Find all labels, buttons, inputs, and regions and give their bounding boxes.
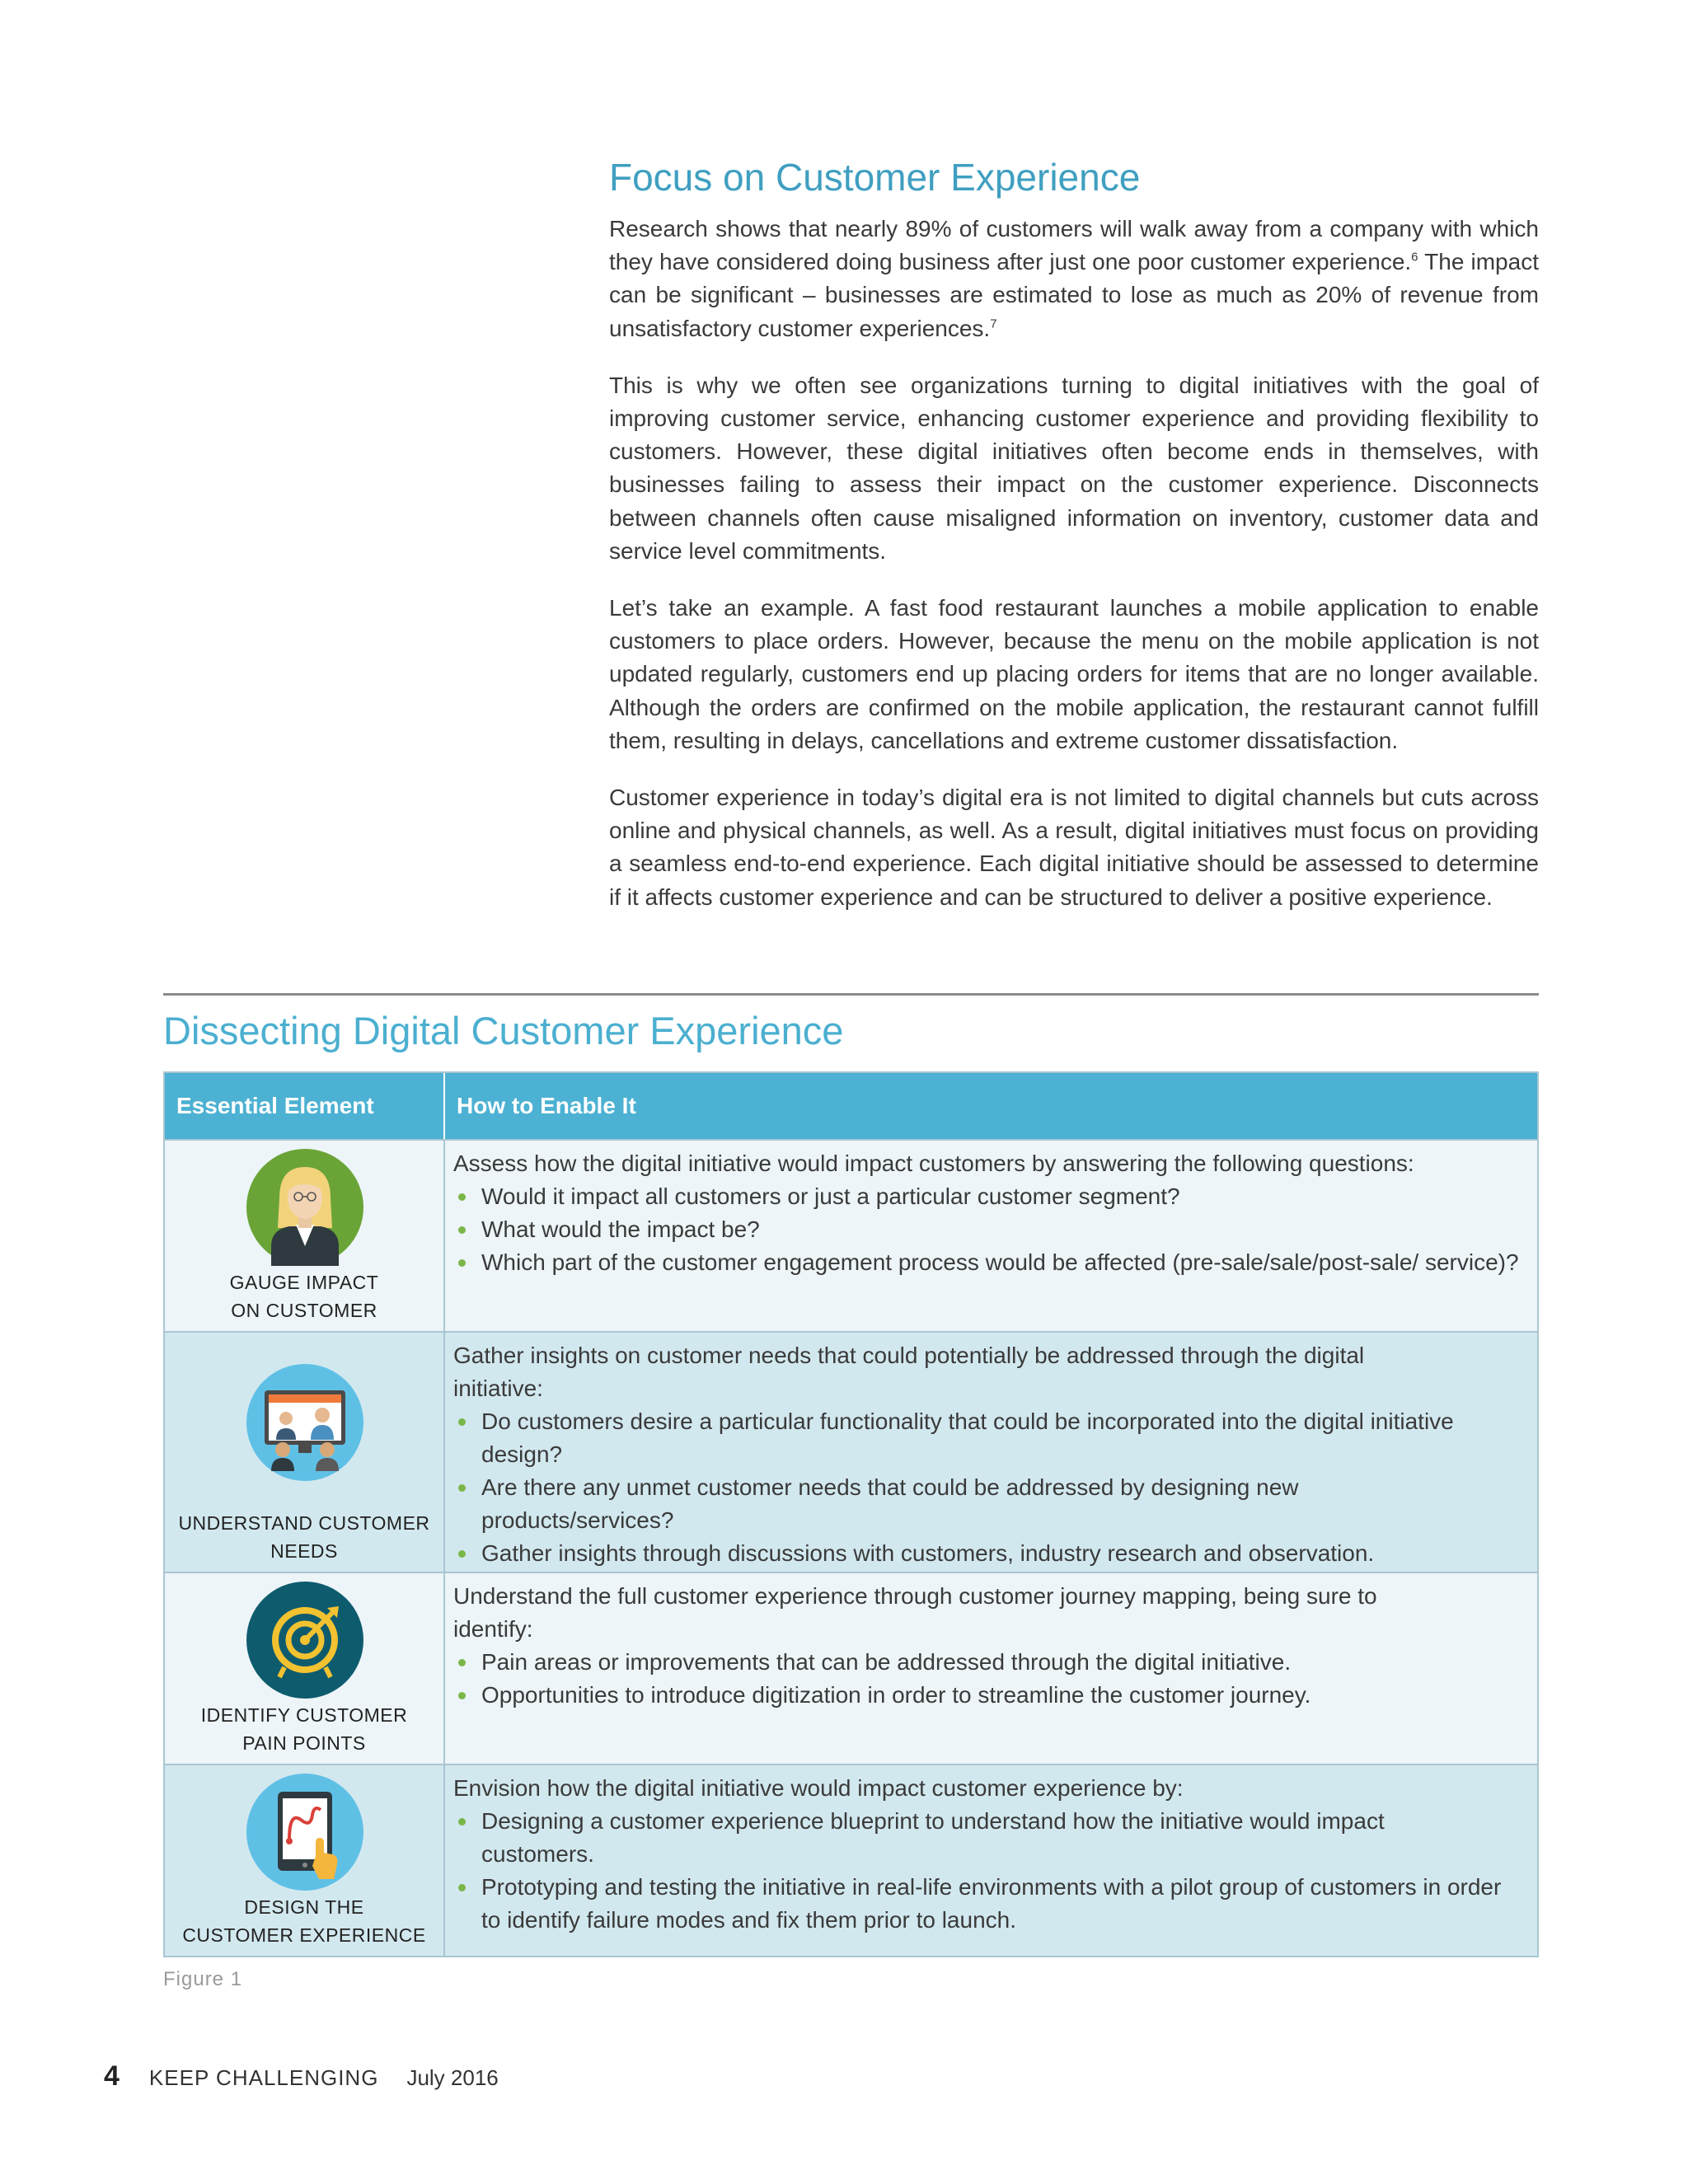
element-label: [165, 1893, 443, 1949]
list-item: Pain areas or improvements that can be addressed through the digital initiative.: [453, 1646, 1524, 1679]
tablet-touch-icon: [246, 1774, 363, 1891]
enable-intro: Assess how the digital initiative would impact customers by answering the following questions:: [453, 1151, 1414, 1176]
essential-elements-table: [163, 1071, 1539, 1957]
article-paragraph-3: Let’s take an example. A fast food restaurant launches a mobile application to enable customers to place orders. However, because the menu on the mobile application is not updated regularly, customers end up placing orders for items that are no longer available. Although the orders are confirmed on the mobile application, the restaurant cannot fulfill them, resulting in delays, cancellations and extreme customer dissatisfaction.: [609, 595, 1539, 753]
list-item: Designing a customer experience blueprint to understand how the initiative would impact customers.: [453, 1805, 1437, 1871]
list-item: Do customers desire a particular functionality that could be incorporated into the digital initiative design?: [453, 1405, 1470, 1471]
element-label: [165, 1268, 443, 1324]
element-label-line2: ON CUSTOMER: [231, 1300, 377, 1321]
article-paragraph-4: Customer experience in today’s digital era is not limited to digital channels but cuts across online and physical channels, as well. As a result, digital initiatives must focus on providing a seamless end-to-end experience. Each digital initiative should be assessed to determine if it affects customer experience and can be structured to deliver a positive experience.: [609, 785, 1539, 910]
element-label: [165, 1509, 443, 1565]
video-conference-icon: [246, 1364, 363, 1481]
section-divider: [163, 993, 1539, 996]
element-cell: [165, 1765, 445, 1956]
element-cell: [165, 1333, 445, 1572]
header-how-to-enable: How to Enable It: [457, 1093, 636, 1118]
header-essential-element: Essential Element: [165, 1073, 445, 1139]
enable-intro: Envision how the digital initiative would impact customer experience by:: [453, 1775, 1184, 1801]
list-item: Gather insights through discussions with customers, industry research and observation.: [453, 1537, 1524, 1570]
element-label-line1: GAUGE IMPACT: [229, 1272, 379, 1293]
enable-bullets: [453, 1646, 1524, 1712]
list-item: Opportunities to introduce digitization in order to streamline the customer journey.: [453, 1679, 1524, 1712]
table-header: [165, 1073, 1537, 1139]
enable-intro: Gather insights on customer needs that could potentially be addressed through the digital initiative:: [453, 1343, 1365, 1401]
enable-bullets: [453, 1405, 1524, 1570]
p1-text-b: The impact can be significant – businesses are estimated to lose as much as 20% of revenue from unsatisfactory customer experiences.: [609, 249, 1539, 341]
list-item: Prototyping and testing the initiative in real-life environments with a pilot group of customers in order to identify failure modes and fix them prior to launch.: [453, 1871, 1524, 1937]
table-row: [165, 1572, 1537, 1764]
enable-cell: [445, 1333, 1537, 1572]
element-cell: [165, 1141, 445, 1331]
enable-cell: [445, 1573, 1537, 1764]
element-label-line1: IDENTIFY CUSTOMER: [200, 1704, 408, 1726]
article-title: Focus on Customer Experience: [609, 156, 1141, 199]
element-cell: [165, 1573, 445, 1764]
element-label-line1: UNDERSTAND CUSTOMER: [178, 1512, 430, 1534]
table-row: [165, 1331, 1537, 1572]
publication-date: July 2016: [406, 2065, 499, 2090]
element-label-line2: NEEDS: [270, 1540, 338, 1562]
list-item: Which part of the customer engagement process would be affected (pre-sale/sale/post-sale/ service)?: [453, 1246, 1524, 1279]
footnote-ref-7: 7: [990, 316, 997, 331]
table-row: [165, 1764, 1537, 1956]
list-item: Would it impact all customers or just a particular customer segment?: [453, 1180, 1524, 1213]
figure-caption: Figure 1: [163, 1968, 243, 1990]
element-label-line1: DESIGN THE: [244, 1896, 364, 1918]
enable-bullets: [453, 1180, 1524, 1279]
table-row: [165, 1139, 1537, 1331]
page-footer: [104, 2060, 499, 2093]
customer-person-icon: [246, 1149, 363, 1266]
article: [609, 153, 1539, 938]
figure-title: Dissecting Digital Customer Experience: [163, 1009, 844, 1052]
footnote-ref-6: 6: [1411, 250, 1418, 265]
enable-intro: Understand the full customer experience through customer journey mapping, being sure to identify:: [453, 1583, 1377, 1642]
target-icon: [246, 1582, 363, 1699]
element-label: [165, 1701, 443, 1757]
article-paragraph-2: This is why we often see organizations turning to digital initiatives with the goal of improving customer service, enhancing customer experience and providing flexibility to customers. However, these digital initiatives often become ends in themselves, with businesses failing to assess their impact on the customer experience. Disconnects between channels often cause misaligned information on inventory, customer data and service level commitments.: [609, 372, 1539, 564]
list-item: Are there any unmet customer needs that could be addressed by designing new products/services?: [453, 1471, 1388, 1537]
list-item: What would the impact be?: [453, 1213, 1524, 1246]
enable-bullets: [453, 1805, 1524, 1937]
publication-name: KEEP CHALLENGING: [148, 2065, 379, 2090]
enable-cell: [445, 1765, 1537, 1956]
p1-text-a: Research shows that nearly 89% of customers will walk away from a company with which they have considered doing business after just one poor customer experience.: [609, 216, 1539, 275]
enable-cell: [445, 1141, 1537, 1331]
element-label-line2: PAIN POINTS: [242, 1732, 366, 1754]
element-label-line2: CUSTOMER EXPERIENCE: [182, 1924, 426, 1946]
article-paragraph-1: [609, 213, 1539, 345]
page-number: 4: [104, 2060, 120, 2092]
